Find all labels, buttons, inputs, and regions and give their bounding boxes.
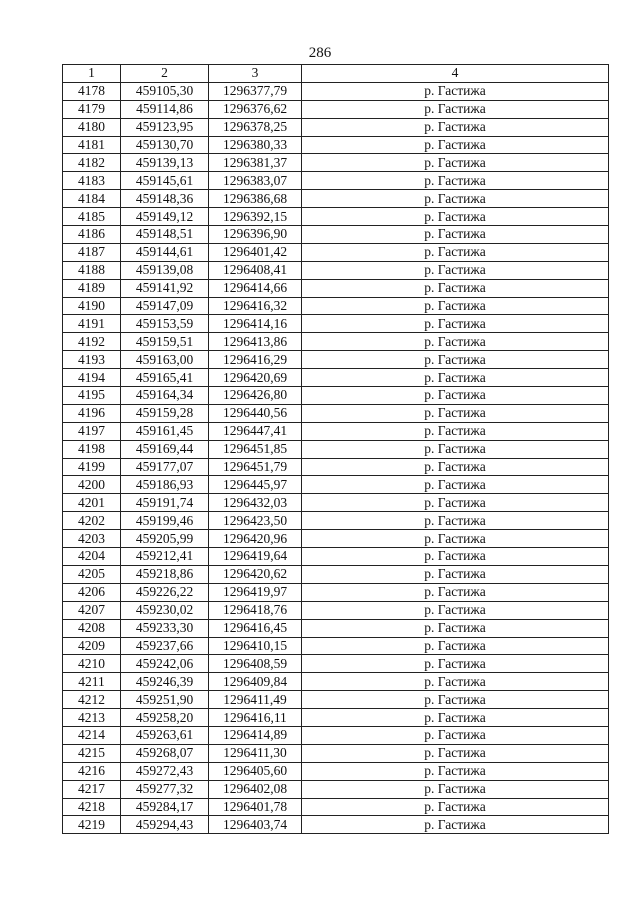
point-number-cell: 4204 xyxy=(63,548,121,566)
x-coordinate-cell: 459130,70 xyxy=(121,136,209,154)
y-coordinate-cell: 1296378,25 xyxy=(209,118,302,136)
point-number-cell: 4206 xyxy=(63,583,121,601)
description-cell: р. Гастижа xyxy=(302,709,609,727)
x-coordinate-cell: 459230,02 xyxy=(121,601,209,619)
column-header-2: 2 xyxy=(121,65,209,83)
y-coordinate-cell: 1296416,29 xyxy=(209,351,302,369)
description-cell: р. Гастижа xyxy=(302,297,609,315)
x-coordinate-cell: 459114,86 xyxy=(121,100,209,118)
description-cell: р. Гастижа xyxy=(302,637,609,655)
y-coordinate-cell: 1296451,85 xyxy=(209,440,302,458)
table-row xyxy=(63,243,609,261)
table-row xyxy=(63,655,609,673)
y-coordinate-cell: 1296420,62 xyxy=(209,565,302,583)
description-cell: р. Гастижа xyxy=(302,243,609,261)
x-coordinate-cell: 459268,07 xyxy=(121,744,209,762)
description-cell: р. Гастижа xyxy=(302,369,609,387)
x-coordinate-cell: 459251,90 xyxy=(121,691,209,709)
point-number-cell: 4217 xyxy=(63,780,121,798)
y-coordinate-cell: 1296409,84 xyxy=(209,673,302,691)
description-cell: р. Гастижа xyxy=(302,118,609,136)
x-coordinate-cell: 459145,61 xyxy=(121,172,209,190)
y-coordinate-cell: 1296418,76 xyxy=(209,601,302,619)
point-number-cell: 4201 xyxy=(63,494,121,512)
x-coordinate-cell: 459226,22 xyxy=(121,583,209,601)
description-cell: р. Гастижа xyxy=(302,476,609,494)
y-coordinate-cell: 1296416,32 xyxy=(209,297,302,315)
table-row xyxy=(63,548,609,566)
page-number: 286 xyxy=(308,45,332,61)
point-number-cell: 4186 xyxy=(63,226,121,244)
description-cell: р. Гастижа xyxy=(302,726,609,744)
y-coordinate-cell: 1296423,50 xyxy=(209,512,302,530)
column-header-3: 3 xyxy=(209,65,302,83)
table-row xyxy=(63,744,609,762)
description-cell: р. Гастижа xyxy=(302,530,609,548)
y-coordinate-cell: 1296408,59 xyxy=(209,655,302,673)
column-header-4: 4 xyxy=(302,65,609,83)
y-coordinate-cell: 1296426,80 xyxy=(209,387,302,405)
x-coordinate-cell: 459149,12 xyxy=(121,208,209,226)
table-row xyxy=(63,297,609,315)
table-row xyxy=(63,816,609,834)
y-coordinate-cell: 1296414,89 xyxy=(209,726,302,744)
point-number-cell: 4180 xyxy=(63,118,121,136)
point-number-cell: 4210 xyxy=(63,655,121,673)
x-coordinate-cell: 459233,30 xyxy=(121,619,209,637)
x-coordinate-cell: 459148,36 xyxy=(121,190,209,208)
point-number-cell: 4193 xyxy=(63,351,121,369)
point-number-cell: 4198 xyxy=(63,440,121,458)
description-cell: р. Гастижа xyxy=(302,762,609,780)
y-coordinate-cell: 1296403,74 xyxy=(209,816,302,834)
table-row xyxy=(63,100,609,118)
x-coordinate-cell: 459139,08 xyxy=(121,261,209,279)
point-number-cell: 4200 xyxy=(63,476,121,494)
point-number-cell: 4192 xyxy=(63,333,121,351)
description-cell: р. Гастижа xyxy=(302,440,609,458)
table-row xyxy=(63,333,609,351)
y-coordinate-cell: 1296405,60 xyxy=(209,762,302,780)
point-number-cell: 4185 xyxy=(63,208,121,226)
y-coordinate-cell: 1296411,30 xyxy=(209,744,302,762)
y-coordinate-cell: 1296419,97 xyxy=(209,583,302,601)
point-number-cell: 4182 xyxy=(63,154,121,172)
point-number-cell: 4213 xyxy=(63,709,121,727)
x-coordinate-cell: 459237,66 xyxy=(121,637,209,655)
description-cell: р. Гастижа xyxy=(302,512,609,530)
y-coordinate-cell: 1296416,45 xyxy=(209,619,302,637)
table-row xyxy=(63,369,609,387)
y-coordinate-cell: 1296420,96 xyxy=(209,530,302,548)
description-cell: р. Гастижа xyxy=(302,172,609,190)
y-coordinate-cell: 1296419,64 xyxy=(209,548,302,566)
x-coordinate-cell: 459246,39 xyxy=(121,673,209,691)
point-number-cell: 4189 xyxy=(63,279,121,297)
x-coordinate-cell: 459191,74 xyxy=(121,494,209,512)
description-cell: р. Гастижа xyxy=(302,816,609,834)
y-coordinate-cell: 1296447,41 xyxy=(209,422,302,440)
table-row xyxy=(63,476,609,494)
description-cell: р. Гастижа xyxy=(302,226,609,244)
x-coordinate-cell: 459159,51 xyxy=(121,333,209,351)
table-row xyxy=(63,458,609,476)
point-number-cell: 4183 xyxy=(63,172,121,190)
description-cell: р. Гастижа xyxy=(302,387,609,405)
x-coordinate-cell: 459186,93 xyxy=(121,476,209,494)
table-row xyxy=(63,512,609,530)
description-cell: р. Гастижа xyxy=(302,190,609,208)
x-coordinate-cell: 459199,46 xyxy=(121,512,209,530)
table-row xyxy=(63,315,609,333)
point-number-cell: 4218 xyxy=(63,798,121,816)
y-coordinate-cell: 1296402,08 xyxy=(209,780,302,798)
table-row xyxy=(63,136,609,154)
table-row xyxy=(63,494,609,512)
point-number-cell: 4195 xyxy=(63,387,121,405)
table-row xyxy=(63,565,609,583)
description-cell: р. Гастижа xyxy=(302,333,609,351)
y-coordinate-cell: 1296377,79 xyxy=(209,82,302,100)
table-row xyxy=(63,691,609,709)
description-cell: р. Гастижа xyxy=(302,494,609,512)
table-row xyxy=(63,279,609,297)
description-cell: р. Гастижа xyxy=(302,136,609,154)
table-row xyxy=(63,440,609,458)
point-number-cell: 4184 xyxy=(63,190,121,208)
description-cell: р. Гастижа xyxy=(302,548,609,566)
point-number-cell: 4188 xyxy=(63,261,121,279)
table-body xyxy=(63,82,609,833)
table-row xyxy=(63,530,609,548)
x-coordinate-cell: 459218,86 xyxy=(121,565,209,583)
x-coordinate-cell: 459105,30 xyxy=(121,82,209,100)
x-coordinate-cell: 459294,43 xyxy=(121,816,209,834)
table-row xyxy=(63,583,609,601)
table-row xyxy=(63,351,609,369)
table-row xyxy=(63,619,609,637)
point-number-cell: 4215 xyxy=(63,744,121,762)
y-coordinate-cell: 1296416,11 xyxy=(209,709,302,727)
point-number-cell: 4179 xyxy=(63,100,121,118)
y-coordinate-cell: 1296381,37 xyxy=(209,154,302,172)
table-row xyxy=(63,82,609,100)
x-coordinate-cell: 459159,28 xyxy=(121,404,209,422)
table-row xyxy=(63,190,609,208)
y-coordinate-cell: 1296440,56 xyxy=(209,404,302,422)
x-coordinate-cell: 459163,00 xyxy=(121,351,209,369)
point-number-cell: 4214 xyxy=(63,726,121,744)
y-coordinate-cell: 1296408,41 xyxy=(209,261,302,279)
point-number-cell: 4212 xyxy=(63,691,121,709)
description-cell: р. Гастижа xyxy=(302,798,609,816)
x-coordinate-cell: 459165,41 xyxy=(121,369,209,387)
description-cell: р. Гастижа xyxy=(302,691,609,709)
table-row xyxy=(63,601,609,619)
point-number-cell: 4178 xyxy=(63,82,121,100)
point-number-cell: 4208 xyxy=(63,619,121,637)
table-row xyxy=(63,673,609,691)
column-header-1: 1 xyxy=(63,65,121,83)
table-row xyxy=(63,726,609,744)
table-row xyxy=(63,118,609,136)
table-row xyxy=(63,404,609,422)
point-number-cell: 4207 xyxy=(63,601,121,619)
x-coordinate-cell: 459148,51 xyxy=(121,226,209,244)
y-coordinate-cell: 1296401,78 xyxy=(209,798,302,816)
y-coordinate-cell: 1296414,66 xyxy=(209,279,302,297)
point-number-cell: 4190 xyxy=(63,297,121,315)
table-row xyxy=(63,261,609,279)
y-coordinate-cell: 1296414,16 xyxy=(209,315,302,333)
description-cell: р. Гастижа xyxy=(302,351,609,369)
description-cell: р. Гастижа xyxy=(302,154,609,172)
y-coordinate-cell: 1296401,42 xyxy=(209,243,302,261)
x-coordinate-cell: 459263,61 xyxy=(121,726,209,744)
x-coordinate-cell: 459242,06 xyxy=(121,655,209,673)
description-cell: р. Гастижа xyxy=(302,315,609,333)
y-coordinate-cell: 1296411,49 xyxy=(209,691,302,709)
x-coordinate-cell: 459258,20 xyxy=(121,709,209,727)
x-coordinate-cell: 459139,13 xyxy=(121,154,209,172)
y-coordinate-cell: 1296383,07 xyxy=(209,172,302,190)
x-coordinate-cell: 459272,43 xyxy=(121,762,209,780)
x-coordinate-cell: 459123,95 xyxy=(121,118,209,136)
y-coordinate-cell: 1296376,62 xyxy=(209,100,302,118)
point-number-cell: 4194 xyxy=(63,369,121,387)
y-coordinate-cell: 1296413,86 xyxy=(209,333,302,351)
y-coordinate-cell: 1296451,79 xyxy=(209,458,302,476)
point-number-cell: 4203 xyxy=(63,530,121,548)
x-coordinate-cell: 459144,61 xyxy=(121,243,209,261)
description-cell: р. Гастижа xyxy=(302,100,609,118)
x-coordinate-cell: 459277,32 xyxy=(121,780,209,798)
description-cell: р. Гастижа xyxy=(302,404,609,422)
table-row xyxy=(63,154,609,172)
x-coordinate-cell: 459177,07 xyxy=(121,458,209,476)
point-number-cell: 4187 xyxy=(63,243,121,261)
table-row xyxy=(63,422,609,440)
description-cell: р. Гастижа xyxy=(302,565,609,583)
y-coordinate-cell: 1296410,15 xyxy=(209,637,302,655)
point-number-cell: 4191 xyxy=(63,315,121,333)
table-row xyxy=(63,387,609,405)
point-number-cell: 4209 xyxy=(63,637,121,655)
point-number-cell: 4219 xyxy=(63,816,121,834)
point-number-cell: 4216 xyxy=(63,762,121,780)
point-number-cell: 4211 xyxy=(63,673,121,691)
point-number-cell: 4205 xyxy=(63,565,121,583)
table-row xyxy=(63,226,609,244)
y-coordinate-cell: 1296445,97 xyxy=(209,476,302,494)
description-cell: р. Гастижа xyxy=(302,279,609,297)
y-coordinate-cell: 1296396,90 xyxy=(209,226,302,244)
table-row xyxy=(63,172,609,190)
y-coordinate-cell: 1296380,33 xyxy=(209,136,302,154)
description-cell: р. Гастижа xyxy=(302,261,609,279)
x-coordinate-cell: 459141,92 xyxy=(121,279,209,297)
table-row xyxy=(63,709,609,727)
table-row xyxy=(63,637,609,655)
description-cell: р. Гастижа xyxy=(302,655,609,673)
description-cell: р. Гастижа xyxy=(302,583,609,601)
description-cell: р. Гастижа xyxy=(302,601,609,619)
table-row xyxy=(63,762,609,780)
x-coordinate-cell: 459284,17 xyxy=(121,798,209,816)
description-cell: р. Гастижа xyxy=(302,458,609,476)
description-cell: р. Гастижа xyxy=(302,744,609,762)
x-coordinate-cell: 459212,41 xyxy=(121,548,209,566)
point-number-cell: 4197 xyxy=(63,422,121,440)
point-number-cell: 4181 xyxy=(63,136,121,154)
description-cell: р. Гастижа xyxy=(302,422,609,440)
x-coordinate-cell: 459169,44 xyxy=(121,440,209,458)
y-coordinate-cell: 1296392,15 xyxy=(209,208,302,226)
table-header-row xyxy=(63,65,609,83)
description-cell: р. Гастижа xyxy=(302,673,609,691)
description-cell: р. Гастижа xyxy=(302,208,609,226)
x-coordinate-cell: 459153,59 xyxy=(121,315,209,333)
point-number-cell: 4202 xyxy=(63,512,121,530)
x-coordinate-cell: 459147,09 xyxy=(121,297,209,315)
y-coordinate-cell: 1296420,69 xyxy=(209,369,302,387)
description-cell: р. Гастижа xyxy=(302,82,609,100)
description-cell: р. Гастижа xyxy=(302,619,609,637)
table-row xyxy=(63,798,609,816)
point-number-cell: 4196 xyxy=(63,404,121,422)
coordinates-table xyxy=(62,64,609,834)
x-coordinate-cell: 459205,99 xyxy=(121,530,209,548)
table-row xyxy=(63,780,609,798)
table-row xyxy=(63,208,609,226)
x-coordinate-cell: 459161,45 xyxy=(121,422,209,440)
description-cell: р. Гастижа xyxy=(302,780,609,798)
x-coordinate-cell: 459164,34 xyxy=(121,387,209,405)
point-number-cell: 4199 xyxy=(63,458,121,476)
y-coordinate-cell: 1296386,68 xyxy=(209,190,302,208)
y-coordinate-cell: 1296432,03 xyxy=(209,494,302,512)
